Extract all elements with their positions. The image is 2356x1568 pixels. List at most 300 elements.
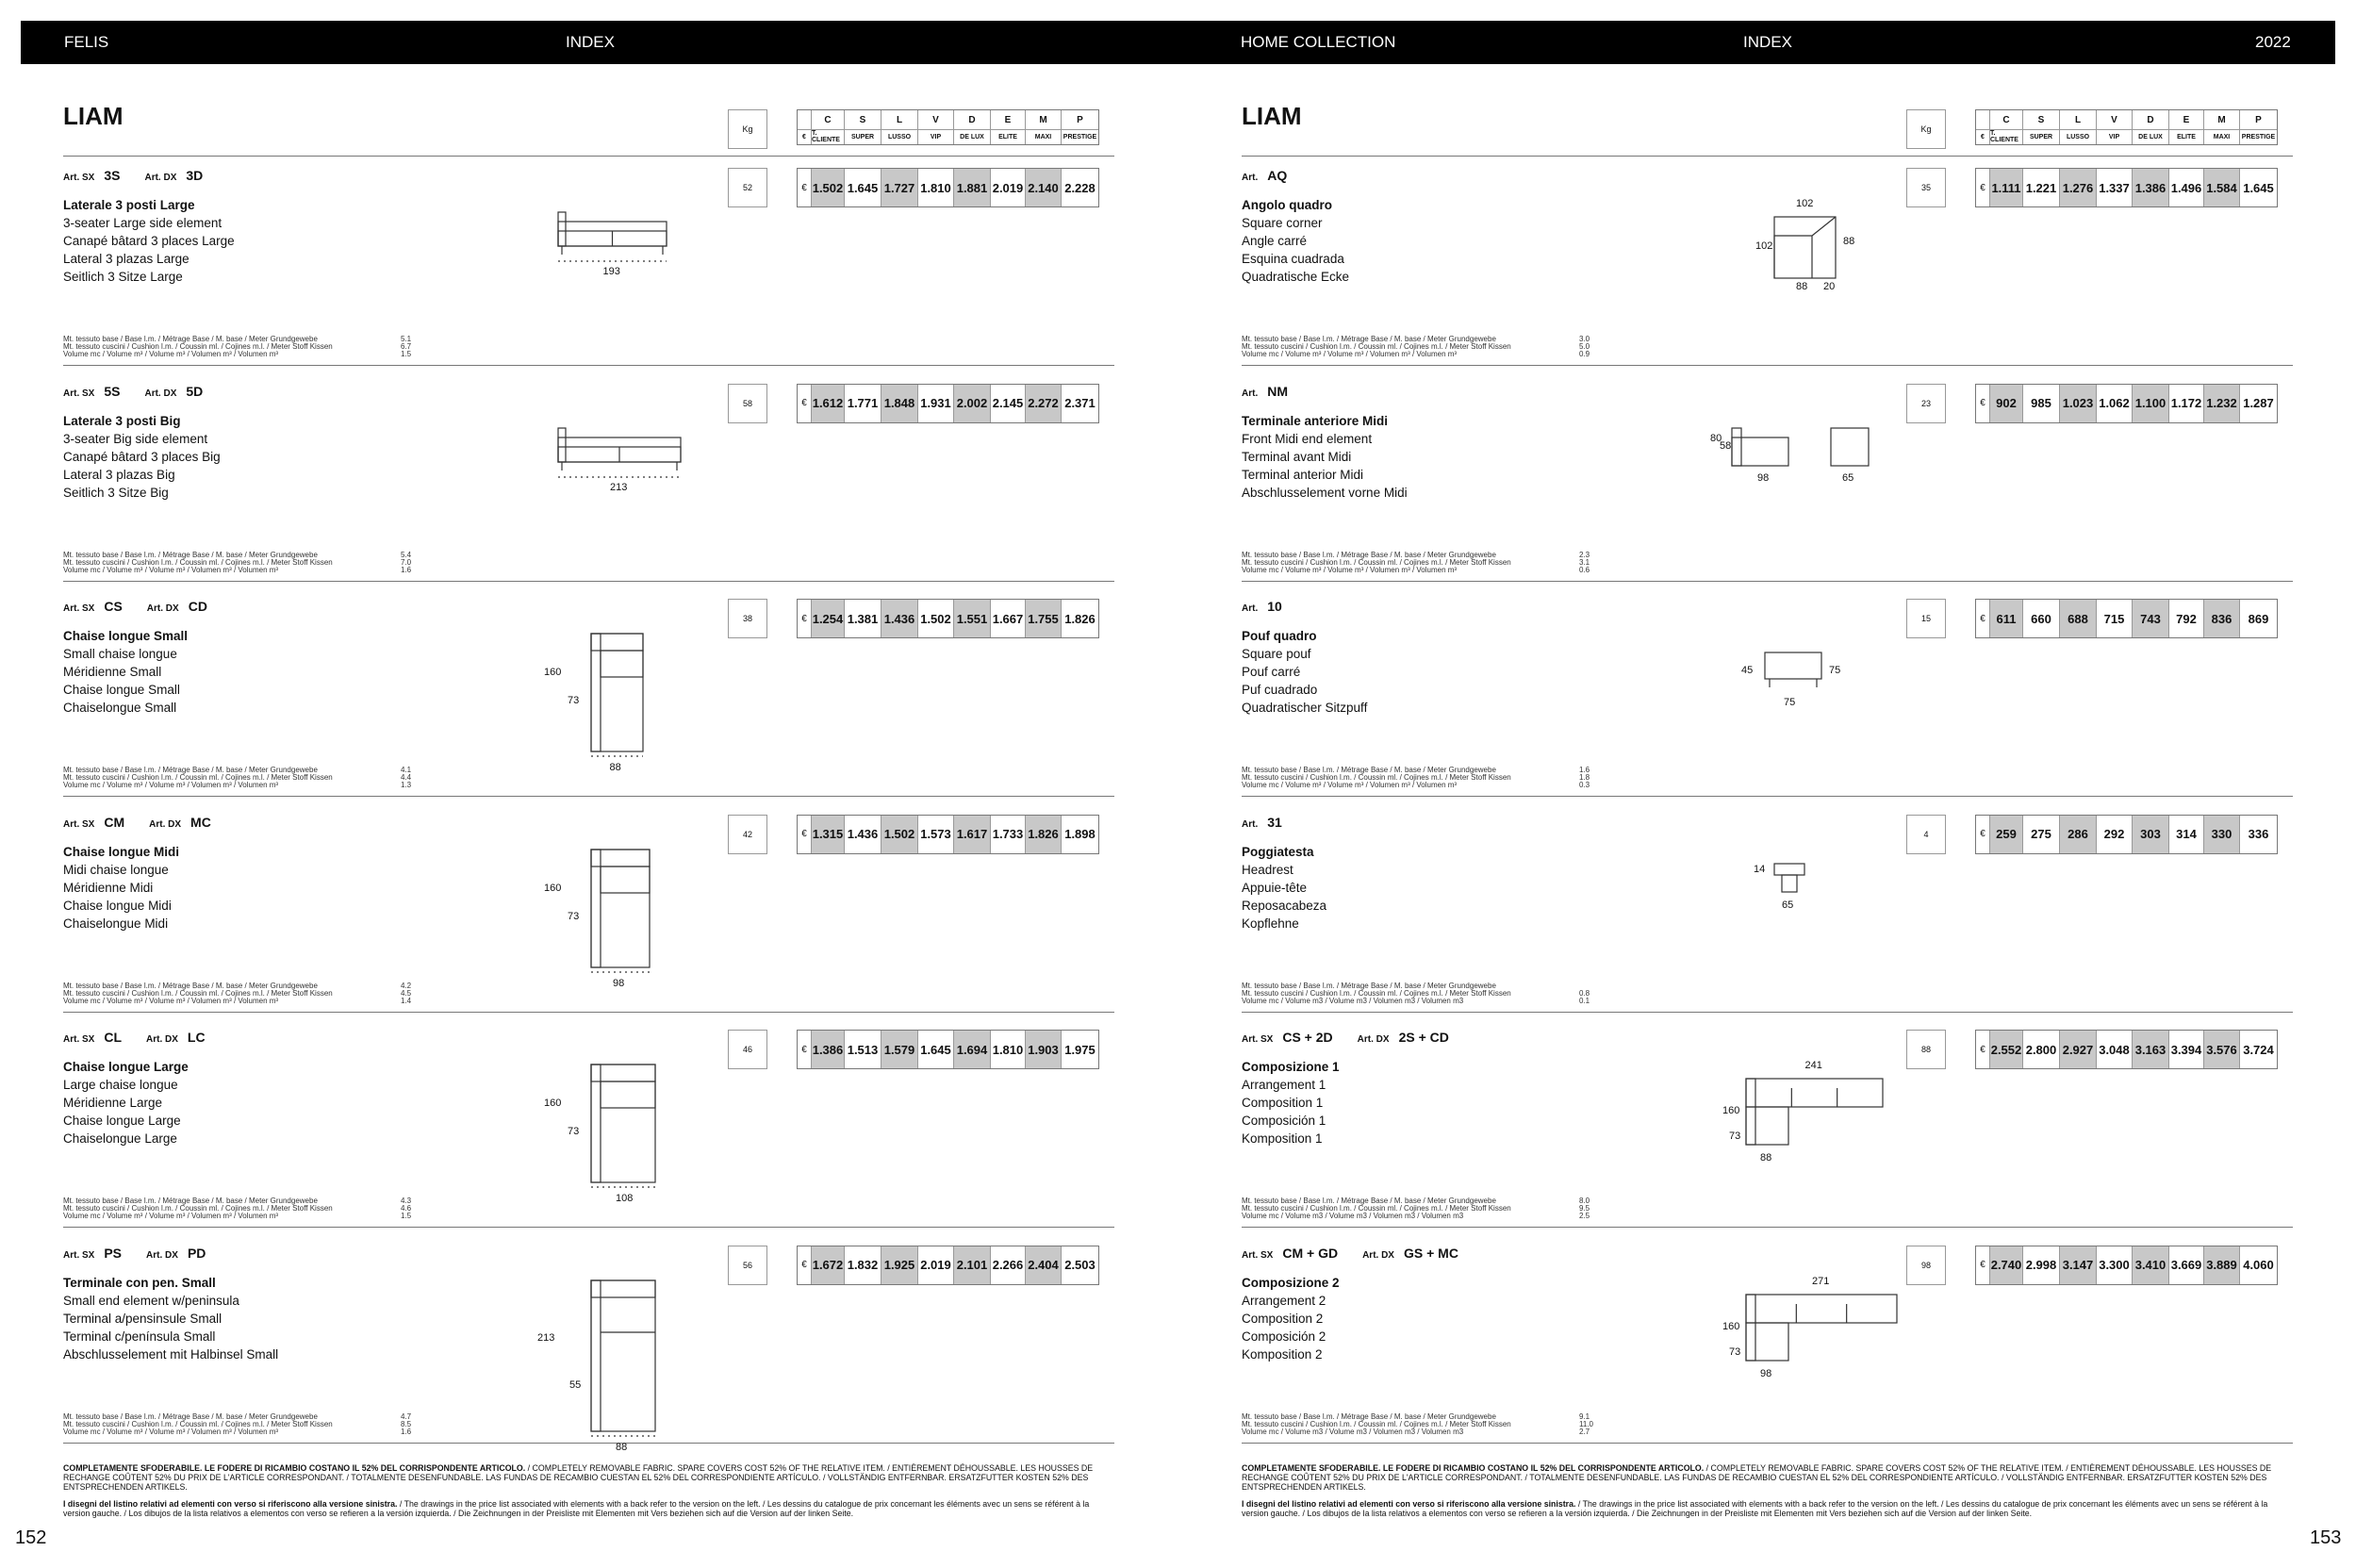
dimension-label: 160 xyxy=(544,667,562,678)
price-c: 2.552 xyxy=(1990,1031,2023,1068)
page-number-left: 152 xyxy=(15,1527,47,1548)
price-p: 1.826 xyxy=(1064,611,1096,626)
price-m: 3.576 xyxy=(2204,1031,2240,1068)
category-name: T. CLIENTE xyxy=(812,130,840,143)
product-name-translation: Canapé bâtard 3 places Big xyxy=(63,449,221,464)
fabric-meta-values xyxy=(1579,552,1590,574)
product-drawing xyxy=(492,1257,737,1417)
price-s: 1.513 xyxy=(845,1031,881,1068)
price-c: 611 xyxy=(1990,600,2023,637)
category-col-d xyxy=(954,110,991,144)
dimension-label: 73 xyxy=(568,1126,580,1137)
dimension-label: 88 xyxy=(1843,236,1855,247)
fabric-meta-values xyxy=(1579,1413,1593,1436)
product-name: Poggiatesta xyxy=(1242,844,1314,859)
price-m: 1.232 xyxy=(2204,385,2240,422)
weight-kg: 46 xyxy=(728,1030,767,1069)
meta-base-value: 5.1 xyxy=(401,335,412,343)
dimension-label: 213 xyxy=(537,1331,555,1344)
category-col-e xyxy=(2169,110,2204,144)
meta-cushion-value: 4.4 xyxy=(401,773,412,782)
kg-header: Kg xyxy=(1906,109,1946,149)
product-name-translation: Seitlich 3 Sitze Big xyxy=(63,485,169,500)
meta-cushion-value: 8.5 xyxy=(401,1419,412,1428)
row-divider xyxy=(1242,365,2293,366)
meta-volume-value: 1.6 xyxy=(401,1427,412,1436)
euro-sign: € xyxy=(798,1031,812,1068)
category-name: SUPER xyxy=(2029,133,2053,140)
fabric-meta-values xyxy=(401,767,411,789)
dimension-label: 88 xyxy=(1760,1152,1772,1164)
art-dx-label: Art. DX xyxy=(144,173,177,183)
price-s: 1.381 xyxy=(845,600,881,637)
price-l: 1.502 xyxy=(881,816,918,853)
product-drawing xyxy=(492,179,737,339)
meta-volume-value: 0.9 xyxy=(1579,350,1590,358)
category-name: ELITE xyxy=(998,133,1017,140)
meta-cushion-value: 5.0 xyxy=(1579,342,1590,351)
category-col-s xyxy=(845,110,881,144)
art-dx-label: Art. DX xyxy=(1357,1034,1390,1045)
price-v: 3.048 xyxy=(2097,1031,2133,1068)
product-name: Terminale anteriore Midi xyxy=(1242,413,1389,428)
price-v: 1.502 xyxy=(918,600,954,637)
price-c: 2.740 xyxy=(1990,1246,2023,1284)
meta-label-base: Mt. tessuto base / Base l.m. / Métrage Base / M. base / Meter Grundgewebe xyxy=(63,766,318,774)
product-name-translation: Composición 2 xyxy=(1242,1329,1326,1344)
dimension-label: 160 xyxy=(544,1098,562,1109)
price-l: 1.925 xyxy=(881,1246,918,1284)
price-grid xyxy=(1975,384,2278,423)
price-c: 1.672 xyxy=(812,1246,845,1284)
category-col-p xyxy=(2240,110,2277,144)
category-code: V xyxy=(2097,110,2132,130)
meta-label-volume: Volume mc / Volume m³ / Volume m³ / Volumen m³ / Volumen m³ xyxy=(63,1427,279,1436)
meta-label-base: Mt. tessuto base / Base l.m. / Métrage Base / M. base / Meter Grundgewebe xyxy=(63,981,318,990)
footer-drawings-bold: I disegni del listino relativi ad elementi con verso si riferiscono alla versione sinistra. xyxy=(63,1499,398,1509)
weight-kg: 56 xyxy=(728,1246,767,1285)
product-name-translation: Chaiselongue Small xyxy=(63,701,177,715)
meta-label-base: Mt. tessuto base / Base l.m. / Métrage Base / M. base / Meter Grundgewebe xyxy=(1242,335,1496,343)
footer-note-rest: / COMPLETELY REMOVABLE FABRIC. SPARE COVERS COST 52% OF THE RELATIVE ITEM. / ENTIÈREMENT DÉHOUSSABLE. LES HOUSSES DE RECHANGE COÛTENT 52% DU PRIX DE L'ARTICLE CORRESPONDANT. / TOTALMENTE DESENFUNDABLE. LAS FUNDAS DE RECAMBIO CUESTAN EL 52% DEL CORRESPONDIENTE ARTÍCULO. / VOLLSTÄNDIG ENTFERNBAR. ERSATZFUTTER KOSTEN 52% DES ENTSPRECHENDEN ARTIKELS. xyxy=(63,1463,1094,1492)
price-v: 715 xyxy=(2097,600,2133,637)
product-name-translation: Lateral 3 plazas Large xyxy=(63,252,189,266)
product-drawing xyxy=(1671,395,1916,555)
row-divider xyxy=(1242,1443,2293,1444)
art-label: Art. xyxy=(1242,173,1259,183)
price-l: 3.147 xyxy=(2060,1246,2097,1284)
category-code: V xyxy=(918,110,953,130)
meta-base-value: 4.3 xyxy=(401,1197,412,1205)
price-d: 2.002 xyxy=(954,385,991,422)
price-d: 1.100 xyxy=(2133,385,2169,422)
euro-sign: € xyxy=(1976,169,1990,206)
meta-label-cushion: Mt. tessuto cuscini / Cushion l.m. / Coussin ml. / Cojines m.l. / Meter Stoff Kissen xyxy=(1242,988,1511,998)
category-name: VIP xyxy=(930,133,942,140)
product-drawing xyxy=(1671,179,1916,339)
product-name-translation: Composition 1 xyxy=(1242,1096,1324,1110)
meta-volume-value: 1.5 xyxy=(401,350,412,358)
dimension-label: 160 xyxy=(1722,1105,1740,1116)
product-names xyxy=(1242,627,1367,717)
product-name-translation: Komposition 2 xyxy=(1242,1346,1323,1362)
price-e: 3.669 xyxy=(2169,1246,2204,1284)
meta-label-volume: Volume mc / Volume m³ / Volume m³ / Volumen m³ / Volumen m³ xyxy=(1242,781,1458,789)
product-name-translation: Esquina cuadrada xyxy=(1242,252,1344,266)
article-codes xyxy=(63,168,227,183)
article-codes xyxy=(63,599,232,614)
product-name-translation: Lateral 3 plazas Big xyxy=(63,467,175,482)
price-d: 1.694 xyxy=(954,1031,991,1068)
meta-base-value: 2.3 xyxy=(1579,550,1590,559)
fabric-meta-labels xyxy=(1242,767,1511,789)
weight-kg: 88 xyxy=(1906,1030,1946,1069)
price-grid xyxy=(1975,815,2278,854)
meta-cushion-value: 4.5 xyxy=(401,988,412,998)
dimension-label: 75 xyxy=(1829,665,1841,676)
category-name: LUSSO xyxy=(887,133,912,140)
art-sx-label: Art. SX xyxy=(63,818,95,830)
meta-label-base: Mt. tessuto base / Base l.m. / Métrage Base / M. base / Meter Grundgewebe xyxy=(1242,1411,1496,1421)
art-dx-label: Art. DX xyxy=(146,1034,178,1045)
price-p: 869 xyxy=(2248,611,2269,626)
product-drawing xyxy=(1671,1041,1916,1201)
price-p: 2.371 xyxy=(1064,396,1096,410)
product-name-translation: Chaise longue Midi xyxy=(63,898,172,913)
dimension-label: 73 xyxy=(1729,1131,1741,1142)
price-v: 1.573 xyxy=(918,816,954,853)
price-l: 1.436 xyxy=(881,600,918,637)
meta-base-value: 8.0 xyxy=(1579,1197,1590,1205)
dimension-label: 65 xyxy=(1782,899,1794,911)
category-name: MAXI xyxy=(2213,133,2231,140)
price-c: 1.386 xyxy=(812,1031,845,1068)
meta-label-base: Mt. tessuto base / Base l.m. / Métrage Base / M. base / Meter Grundgewebe xyxy=(63,335,318,343)
category-col-l xyxy=(881,110,918,144)
product-name-translation: Kopflehne xyxy=(1242,916,1299,931)
price-s: 1.832 xyxy=(845,1246,881,1284)
product-name: Angolo quadro xyxy=(1242,198,1332,212)
art-code: NM xyxy=(1267,383,1289,399)
row-divider xyxy=(63,796,1114,797)
divider xyxy=(63,156,1114,157)
art-sx-code: CL xyxy=(104,1030,123,1045)
meta-label-cushion: Mt. tessuto cuscini / Cushion l.m. / Coussin ml. / Cojines m.l. / Meter Stoff Kissen xyxy=(1242,1419,1511,1428)
category-name: LUSSO xyxy=(2066,133,2090,140)
meta-label-cushion: Mt. tessuto cuscini / Cushion l.m. / Coussin ml. / Cojines m.l. / Meter Stoff Kissen xyxy=(63,342,333,351)
price-e: 2.145 xyxy=(991,385,1026,422)
category-code: S xyxy=(2023,110,2059,130)
price-e: 1.667 xyxy=(991,600,1026,637)
category-name: MAXI xyxy=(1034,133,1052,140)
price-d: 3.410 xyxy=(2133,1246,2169,1284)
art-sx-code: 5S xyxy=(104,383,121,399)
art-dx-code: CD xyxy=(188,599,207,614)
product-name: Pouf quadro xyxy=(1242,629,1317,643)
meta-volume-value: 1.5 xyxy=(401,1212,412,1220)
product-name-translation: Terminal a/pensinsule Small xyxy=(63,1311,222,1326)
price-e: 792 xyxy=(2169,600,2204,637)
price-c: 902 xyxy=(1990,385,2023,422)
meta-volume-value: 2.7 xyxy=(1579,1427,1590,1436)
product-name-translation: Midi chaise longue xyxy=(63,862,169,877)
product-name-translation: Méridienne Midi xyxy=(63,880,154,895)
art-dx-label: Art. DX xyxy=(146,1249,178,1261)
price-v: 292 xyxy=(2097,816,2133,853)
fabric-meta-values xyxy=(401,336,411,358)
meta-volume-value: 0.1 xyxy=(1579,996,1590,1005)
product-name-translation: Quadratische Ecke xyxy=(1242,270,1350,284)
product-names xyxy=(1242,196,1349,286)
meta-label-cushion: Mt. tessuto cuscini / Cushion l.m. / Coussin ml. / Cojines m.l. / Meter Stoff Kissen xyxy=(63,773,333,782)
art-dx-label: Art. DX xyxy=(144,388,177,399)
product-name-translation: Front Midi end element xyxy=(1242,431,1373,446)
product-name-translation: Terminal avant Midi xyxy=(1242,449,1352,464)
weight-kg: 42 xyxy=(728,815,767,854)
weight-kg: 4 xyxy=(1906,815,1946,854)
price-category-header xyxy=(797,109,1099,145)
price-grid xyxy=(1975,1246,2278,1285)
price-m: 2.404 xyxy=(1026,1246,1062,1284)
art-sx-code: CS xyxy=(104,599,123,614)
dimension-label: 160 xyxy=(544,882,562,894)
product-name: Laterale 3 posti Large xyxy=(63,198,195,212)
price-v: 3.300 xyxy=(2097,1246,2133,1284)
meta-cushion-value: 0.8 xyxy=(1579,988,1590,998)
price-s: 1.436 xyxy=(845,816,881,853)
product-name-translation: Terminal c/península Small xyxy=(63,1329,216,1344)
price-e: 2.266 xyxy=(991,1246,1026,1284)
price-v: 1.062 xyxy=(2097,385,2133,422)
price-c: 1.502 xyxy=(812,169,845,206)
price-m: 330 xyxy=(2204,816,2240,853)
price-m: 2.272 xyxy=(1026,385,1062,422)
price-grid xyxy=(797,168,1099,207)
category-col-c xyxy=(1990,110,2023,144)
euro-sign: € xyxy=(1976,816,1990,853)
meta-label-volume: Volume mc / Volume m3 / Volume m3 / Volumen m3 / Volumen m3 xyxy=(1242,1212,1464,1220)
art-dx-code: LC xyxy=(187,1030,206,1045)
article-codes xyxy=(1242,1030,1474,1045)
category-code: L xyxy=(881,110,917,130)
price-s: 985 xyxy=(2023,385,2060,422)
category-code: P xyxy=(1062,110,1098,130)
meta-label-cushion: Mt. tessuto cuscini / Cushion l.m. / Coussin ml. / Cojines m.l. / Meter Stoff Kissen xyxy=(1242,773,1511,782)
product-drawing xyxy=(1671,610,1916,770)
index-right: INDEX xyxy=(1743,33,1792,51)
art-label: Art. xyxy=(1242,388,1259,399)
product-name-translation: Abschlusselement mit Halbinsel Small xyxy=(63,1346,279,1362)
footer-left xyxy=(63,1463,1114,1518)
footer-drawings-rest: / The drawings in the price list associated with elements with a back refer to the version on the left. / Les dessins du catalogue de prix concernant les éléments avec un sens se référent à la version gauche. / Los dibujos de la lista relativos a elementos con verso se refieren a la versión izquierda. / Die Zeichnungen in der Preisliste mit Elementen mit Vers beziehen sich auf die Version auf der linken Seite. xyxy=(63,1499,1090,1518)
price-m: 1.826 xyxy=(1026,816,1062,853)
meta-cushion-value: 11.0 xyxy=(1579,1419,1593,1428)
meta-base-value: 4.1 xyxy=(401,766,412,774)
dimension-label: 58 xyxy=(1720,439,1732,452)
euro-sign: € xyxy=(798,169,812,206)
collection-right: HOME COLLECTION xyxy=(1241,33,1396,51)
product-name-translation: Appuie-tête xyxy=(1242,880,1308,895)
price-c: 1.254 xyxy=(812,600,845,637)
meta-label-cushion: Mt. tessuto cuscini / Cushion l.m. / Coussin ml. / Cojines m.l. / Meter Stoff Kissen xyxy=(1242,557,1511,567)
fabric-meta-labels xyxy=(1242,552,1511,574)
product-name-translation: Terminal anterior Midi xyxy=(1242,467,1364,482)
product-names xyxy=(1242,843,1326,933)
price-l: 1.276 xyxy=(2060,169,2097,206)
meta-label-base: Mt. tessuto base / Base l.m. / Métrage Base / M. base / Meter Grundgewebe xyxy=(1242,1197,1496,1205)
fabric-meta-values xyxy=(1579,1197,1590,1220)
meta-volume-value: 0.6 xyxy=(1579,565,1590,574)
fabric-meta-values xyxy=(401,982,411,1005)
price-s: 660 xyxy=(2023,600,2060,637)
euro-sign: € xyxy=(798,816,812,853)
price-v: 1.931 xyxy=(918,385,954,422)
price-v: 2.019 xyxy=(918,1246,954,1284)
meta-base-value: 1.6 xyxy=(1579,766,1590,774)
dimension-label: 213 xyxy=(610,481,628,493)
product-name-translation: Canapé bâtard 3 places Large xyxy=(63,234,235,248)
fabric-meta-values xyxy=(1579,982,1590,1005)
meta-base-value: 5.4 xyxy=(401,550,412,559)
product-drawing xyxy=(492,1041,737,1201)
art-dx-label: Art. DX xyxy=(1362,1249,1394,1261)
price-e: 2.019 xyxy=(991,169,1026,206)
product-name-translation: Chaiselongue Midi xyxy=(63,916,169,931)
meta-cushion-value: 7.0 xyxy=(401,557,412,567)
meta-label-volume: Volume mc / Volume m³ / Volume m³ / Volumen m³ / Volumen m³ xyxy=(63,781,279,789)
price-p: 3.724 xyxy=(2243,1042,2274,1057)
article-codes xyxy=(63,815,236,830)
price-m: 3.889 xyxy=(2204,1246,2240,1284)
row-divider xyxy=(63,1227,1114,1228)
dimension-label: 108 xyxy=(616,1193,634,1204)
row-divider xyxy=(63,581,1114,582)
price-p: 2.228 xyxy=(1064,180,1096,195)
art-sx-label: Art. SX xyxy=(1242,1249,1274,1261)
weight-kg: 15 xyxy=(1906,599,1946,638)
fabric-meta-labels xyxy=(63,1413,333,1436)
product-drawing xyxy=(1671,1257,1916,1417)
price-grid xyxy=(797,599,1099,638)
price-c: 1.315 xyxy=(812,816,845,853)
meta-volume-value: 0.3 xyxy=(1579,781,1590,789)
price-m: 1.903 xyxy=(1026,1031,1062,1068)
price-d: 2.101 xyxy=(954,1246,991,1284)
weight-kg: 35 xyxy=(1906,168,1946,207)
category-col-v xyxy=(918,110,954,144)
category-col-m xyxy=(2204,110,2240,144)
price-l: 688 xyxy=(2060,600,2097,637)
price-p: 4.060 xyxy=(2243,1258,2274,1272)
meta-label-base: Mt. tessuto base / Base l.m. / Métrage Base / M. base / Meter Grundgewebe xyxy=(1242,766,1496,774)
fabric-meta-values xyxy=(401,1197,411,1220)
category-code: P xyxy=(2240,110,2277,130)
price-grid xyxy=(797,1246,1099,1285)
fabric-meta-values xyxy=(1579,767,1590,789)
price-s: 1.221 xyxy=(2023,169,2060,206)
meta-cushion-value: 6.7 xyxy=(401,342,412,351)
art-dx-code: 5D xyxy=(186,383,204,399)
euro-sign: € xyxy=(798,385,812,422)
meta-label-base: Mt. tessuto base / Base l.m. / Métrage Base / M. base / Meter Grundgewebe xyxy=(1242,550,1496,559)
dimension-label: 75 xyxy=(1784,697,1796,708)
article-codes xyxy=(63,384,227,399)
row-divider xyxy=(1242,581,2293,582)
price-c: 259 xyxy=(1990,816,2023,853)
product-name-translation: Méridienne Large xyxy=(63,1096,163,1110)
weight-kg: 52 xyxy=(728,168,767,207)
article-codes xyxy=(1242,168,1311,183)
meta-cushion-value: 1.8 xyxy=(1579,773,1590,782)
product-name-translation: Headrest xyxy=(1242,862,1293,877)
art-sx-code: CM + GD xyxy=(1282,1245,1339,1261)
art-label: Art. xyxy=(1242,603,1259,614)
meta-volume-value: 1.4 xyxy=(401,996,412,1005)
dimension-label: 20 xyxy=(1823,281,1836,292)
category-code: M xyxy=(2204,110,2239,130)
product-name-translation: 3-seater Big side element xyxy=(63,431,208,446)
dimension-label: 80 xyxy=(1710,432,1722,444)
art-sx-label: Art. SX xyxy=(63,173,95,183)
art-sx-code: CM xyxy=(104,814,125,830)
page-title-left: LIAM xyxy=(63,102,124,130)
price-l: 286 xyxy=(2060,816,2097,853)
meta-label-cushion: Mt. tessuto cuscini / Cushion l.m. / Coussin ml. / Cojines m.l. / Meter Stoff Kissen xyxy=(63,557,333,567)
art-dx-code: 3D xyxy=(186,168,204,183)
price-p: 1.645 xyxy=(2243,180,2274,195)
row-divider xyxy=(1242,796,2293,797)
meta-label-base: Mt. tessuto base / Base l.m. / Métrage Base / M. base / Meter Grundgewebe xyxy=(63,1411,318,1421)
article-codes xyxy=(1242,1246,1483,1261)
product-names xyxy=(63,1274,278,1363)
price-d: 1.881 xyxy=(954,169,991,206)
page-title-right: LIAM xyxy=(1242,102,1302,130)
category-code: C xyxy=(1990,110,2022,130)
price-category-header xyxy=(1975,109,2278,145)
product-name-translation: Angle carré xyxy=(1242,234,1308,248)
row-divider xyxy=(63,1443,1114,1444)
price-s: 275 xyxy=(2023,816,2060,853)
price-d: 1.386 xyxy=(2133,169,2169,206)
price-m: 836 xyxy=(2204,600,2240,637)
dimension-label: 88 xyxy=(1796,281,1808,292)
fabric-meta-values xyxy=(401,552,411,574)
product-names xyxy=(63,196,235,286)
category-col-c xyxy=(812,110,845,144)
product-name-translation: Arrangement 2 xyxy=(1242,1293,1326,1308)
category-code: D xyxy=(954,110,990,130)
dimension-label: 193 xyxy=(602,266,620,277)
category-name: PRESTIGE xyxy=(2241,133,2276,140)
price-s: 1.645 xyxy=(845,169,881,206)
category-col-p xyxy=(1062,110,1098,144)
meta-base-value: 3.0 xyxy=(1579,335,1590,343)
price-l: 1.848 xyxy=(881,385,918,422)
price-d: 1.551 xyxy=(954,600,991,637)
product-name-translation: Reposacabeza xyxy=(1242,898,1327,913)
price-e: 314 xyxy=(2169,816,2204,853)
fabric-meta-labels xyxy=(63,982,333,1005)
price-e: 3.394 xyxy=(2169,1031,2204,1068)
fabric-meta-labels xyxy=(1242,1413,1511,1436)
meta-base-value: 9.1 xyxy=(1579,1411,1590,1421)
price-v: 1.810 xyxy=(918,169,954,206)
fabric-meta-labels xyxy=(63,552,333,574)
meta-label-cushion: Mt. tessuto cuscini / Cushion l.m. / Coussin ml. / Cojines m.l. / Meter Stoff Kissen xyxy=(1242,342,1511,351)
price-p: 1.898 xyxy=(1064,827,1096,841)
meta-volume-value: 1.6 xyxy=(401,565,412,574)
price-d: 1.617 xyxy=(954,816,991,853)
